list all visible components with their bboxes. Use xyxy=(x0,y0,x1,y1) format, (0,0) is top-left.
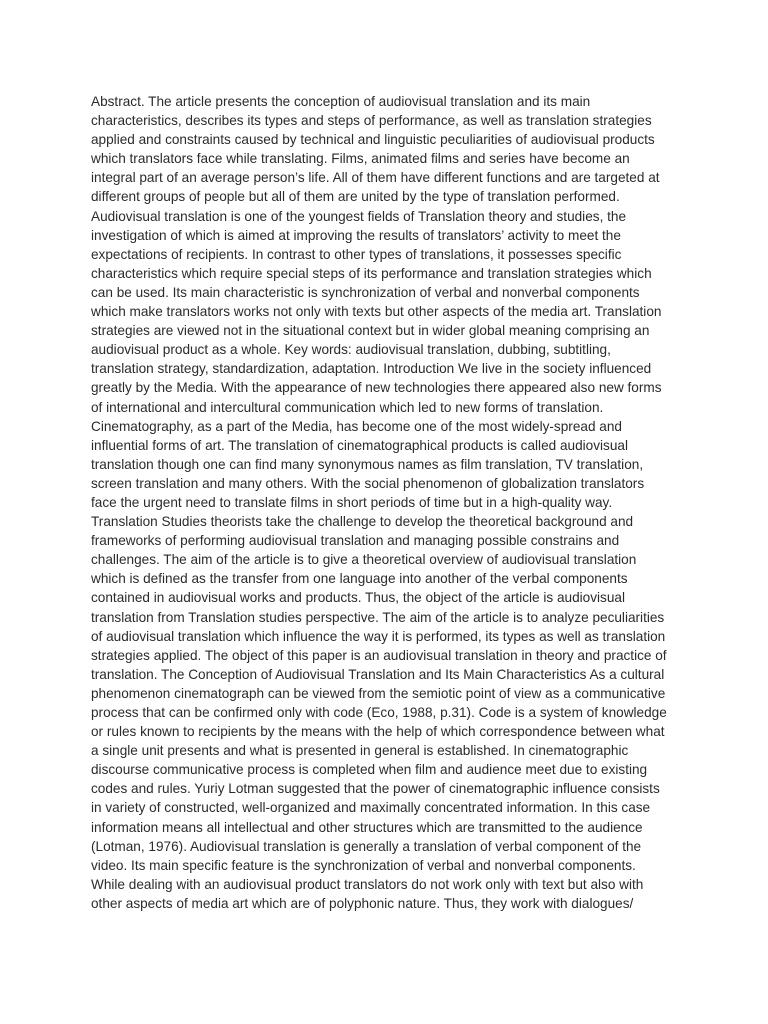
text-line: strategies are viewed not in the situational context but in wider global meaning comprising an xyxy=(91,323,650,339)
text-line: Translation Studies theorists take the challenge to develop the theoretical background and xyxy=(91,514,634,530)
text-line: other aspects of media art which are of polyphonic nature. Thus, they work with dialogues/ xyxy=(91,895,634,911)
text-line: challenges. The aim of the article is to give a theoretical overview of audiovisual translation xyxy=(91,552,637,568)
text-line: which is defined as the transfer from one language into another of the verbal components xyxy=(91,571,628,587)
text-line: information means all intellectual and other structures which are transmitted to the audience xyxy=(91,819,643,835)
text-line: phenomenon cinematograph can be viewed from the semiotic point of view as a communicative xyxy=(91,685,666,701)
text-line: can be used. Its main characteristic is synchronization of verbal and nonverbal components xyxy=(91,284,640,300)
text-line: While dealing with an audiovisual product translators do not work only with text but also with xyxy=(91,876,644,892)
text-line: Cinematography, as a part of the Media, has become one of the most widely-spread and xyxy=(91,418,622,434)
text-line: characteristics, describes its types and steps of performance, as well as translation strategies xyxy=(91,113,652,129)
text-line: video. Its main specific feature is the synchronization of verbal and nonverbal components. xyxy=(91,857,636,873)
text-line: in variety of constructed, well-organized and maximally concentrated information. In this case xyxy=(91,800,651,816)
text-line: investigation of which is aimed at improving the results of translators’ activity to meet the xyxy=(91,227,621,243)
text-line: screen translation and many others. With the social phenomenon of globalization translators xyxy=(91,475,645,491)
abstract-text-block xyxy=(91,92,691,913)
text-line: contained in audiovisual works and products. Thus, the object of the article is audiovisual xyxy=(91,590,625,606)
text-line: characteristics which require special steps of its performance and translation strategies which xyxy=(91,265,652,281)
text-line: different groups of people but all of them are united by the type of translation performed. xyxy=(91,189,620,205)
text-line: greatly by the Media. With the appearance of new technologies there appeared also new forms xyxy=(91,380,662,396)
text-line: a single unit presents and what is presented in general is established. In cinematographic xyxy=(91,743,629,759)
text-line: strategies applied. The object of this paper is an audiovisual translation in theory and practice of xyxy=(91,647,667,663)
text-line: audiovisual product as a whole. Key words: audiovisual translation, dubbing, subtitling, xyxy=(91,342,611,358)
text-line: of international and intercultural communication which led to new forms of translation. xyxy=(91,399,604,415)
text-line: discourse communicative process is completed when film and audience meet due to existing xyxy=(91,762,648,778)
text-line: translation though one can find many synonymous names as film translation, TV translation, xyxy=(91,456,644,472)
text-line: which translators face while translating. Films, animated films and series have become an xyxy=(91,151,630,167)
text-line: applied and constraints caused by technical and linguistic peculiarities of audiovisual products xyxy=(91,132,655,148)
text-line: expectations of recipients. In contrast to other types of translations, it possesses specific xyxy=(91,246,622,262)
text-line: translation strategy, standardization, adaptation. Introduction We live in the society influenced xyxy=(91,361,652,377)
text-line: or rules known to recipients by the means with the help of which correspondence between what xyxy=(91,724,665,740)
text-line: process that can be confirmed only with code (Eco, 1988, p.31). Code is a system of knowledge xyxy=(91,705,667,720)
text-line: translation. The Conception of Audiovisual Translation and Its Main Characteristics As a cultural xyxy=(91,666,665,682)
text-line: translation from Translation studies perspective. The aim of the article is to analyze peculiarities xyxy=(91,609,665,625)
text-line: frameworks of performing audiovisual translation and managing possible constrains and xyxy=(91,533,620,549)
text-line: of audiovisual translation which influence the way it is performed, its types as well as translation xyxy=(91,628,666,644)
text-line: which make translators works not only with texts but other aspects of the media art. Translation xyxy=(91,304,662,320)
text-line: integral part of an average person’s life. All of them have different functions and are targeted at xyxy=(91,170,660,186)
text-line: (Lotman, 1976). Audiovisual translation is generally a translation of verbal component of the xyxy=(91,838,642,854)
text-line: codes and rules. Yuriy Lotman suggested that the power of cinematographic influence consists xyxy=(91,781,660,797)
text-line: face the urgent need to translate films in short periods of time but in a high-quality way. xyxy=(91,494,613,510)
text-line: influential forms of art. The translation of cinematographical products is called audiovisual xyxy=(91,437,628,453)
text-line: Abstract. The article presents the conception of audiovisual translation and its main xyxy=(91,94,591,109)
text-line: Audiovisual translation is one of the youngest fields of Translation theory and studies, the xyxy=(91,208,627,224)
